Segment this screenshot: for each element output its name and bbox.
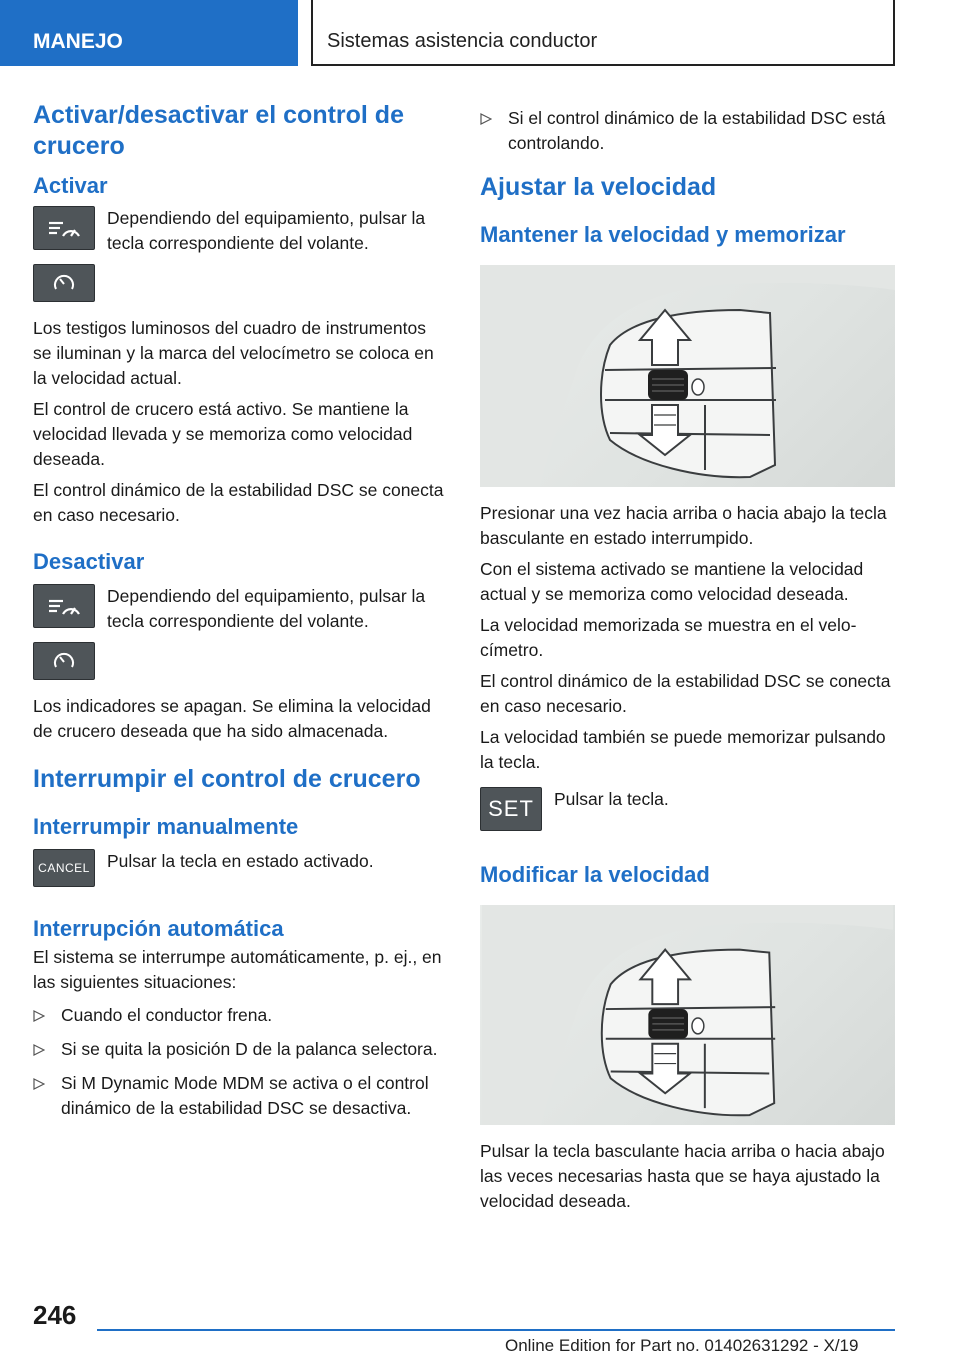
heading-activate-deactivate: Activar/desactivar el control de crucero: [33, 101, 404, 160]
triangle-bullet-icon: [33, 1010, 45, 1022]
list-item: Si el control dinámico de la estabilidad DSC está controlando.: [480, 106, 900, 156]
right-column: [480, 100, 900, 1214]
set-description: Pulsar la tecla.: [554, 789, 669, 809]
auto-bullet-list: [33, 1003, 445, 1121]
triangle-bullet-icon: [33, 1078, 45, 1090]
activar-paragraph-3: El control dinámico de la estabilidad DSC se conecta en caso necesario.: [33, 480, 444, 525]
cancel-key: [33, 849, 95, 887]
heading-ajustar: Ajustar la velocidad: [480, 173, 717, 201]
footer-edition: Online Edition for Part no. 01402631292 - X/19: [505, 1336, 859, 1355]
mantener-paragraph-4: El control dinámico de la estabilidad DSC se conecta en caso necesario.: [480, 671, 891, 716]
cancel-row: [33, 849, 445, 895]
page-number: 246: [33, 1300, 77, 1330]
heading-desactivar: Desactivar: [33, 549, 145, 574]
rocker-switch-illustration: [480, 905, 895, 1125]
activar-paragraph-1: Los testigos luminosos del cuadro de instrumentos se iluminan y la marca del velocímetro se coloca en la velocidad actual.: [33, 318, 434, 388]
list-item: Si M Dynamic Mode MDM se activa o el control dinámico de la estabilidad DSC se desactiva.: [33, 1071, 445, 1121]
list-item: Cuando el conductor frena.: [33, 1003, 445, 1028]
heading-modificar: Modificar la velocidad: [480, 862, 710, 887]
desactivar-keys: [33, 584, 445, 680]
steering-wheel-rocker-photo: [480, 265, 895, 487]
footer-divider: [97, 1329, 895, 1331]
speed-limiter-key-2: [33, 642, 95, 680]
cruise-control-key: [33, 206, 95, 250]
set-row: [480, 787, 900, 833]
cruise-control-key-2: [33, 584, 95, 628]
desactivar-paragraph: Los indicadores se apagan. Se elimina la velocidad de crucero deseada que ha sido almacenada.: [33, 696, 431, 741]
triangle-bullet-icon: [480, 113, 492, 125]
cruise-control-icon: [46, 216, 82, 240]
set-key: [480, 787, 542, 831]
steering-wheel-rocker-photo-2: [480, 905, 895, 1125]
activar-paragraph-2: El control de crucero está activo. Se mantiene la velocidad llevada y se memoriza como velocidad deseada.: [33, 399, 413, 469]
auto-intro: El sistema se interrumpe automáticamente, p. ej., en las siguientes situaciones:: [33, 947, 442, 992]
mantener-paragraph-2: Con el sistema activado se mantiene la velocidad actual y se memoriza como velocidad deseada.: [480, 559, 864, 604]
heading-mantener: Mantener la velocidad y memorizar: [480, 222, 846, 247]
heading-manual: Interrumpir manualmente: [33, 814, 299, 839]
modificar-paragraph: Pulsar la tecla basculante hacia arriba o hacia abajo las veces necesarias hasta que se haya ajustado la velocidad deseada.: [480, 1141, 885, 1211]
section-tab[interactable]: MANEJO: [0, 0, 298, 66]
cancel-description: Pulsar la tecla en estado activado.: [107, 851, 374, 871]
heading-auto: Interrupción automática: [33, 916, 284, 941]
page-header: [0, 0, 960, 66]
mantener-paragraph-3: La velocidad memorizada se muestra en el velocímetro.: [480, 615, 857, 660]
left-column: [33, 100, 445, 1130]
chapter-title[interactable]: Sistemas asistencia conductor: [311, 0, 895, 66]
mantener-paragraph-5: La velocidad también se puede memorizar pulsando la tecla.: [480, 727, 886, 772]
list-item: Si se quita la posición D de la palanca selectora.: [33, 1037, 445, 1062]
activar-keys: [33, 206, 445, 302]
set-key-label: SET: [488, 796, 534, 821]
activar-description: Dependiendo del equipamiento, pulsar la tecla correspondiente del volante.: [107, 208, 426, 253]
cancel-key-label: CANCEL: [38, 861, 90, 875]
heading-activar: Activar: [33, 173, 108, 198]
cruise-control-icon: [46, 594, 82, 618]
speed-limiter-key: [33, 264, 95, 302]
speedometer-icon: [52, 650, 76, 672]
speedometer-icon: [52, 272, 76, 294]
triangle-bullet-icon: [33, 1044, 45, 1056]
heading-interrumpir: Interrumpir el control de crucero: [33, 765, 421, 793]
continued-bullet-list: [480, 106, 900, 156]
rocker-switch-illustration: [480, 265, 895, 487]
mantener-paragraph-1: Presionar una vez hacia arriba o hacia abajo la tecla basculante en estado interrumpido.: [480, 503, 887, 548]
desactivar-description: Dependiendo del equipamiento, pulsar la tecla correspondiente del volante.: [107, 586, 426, 631]
